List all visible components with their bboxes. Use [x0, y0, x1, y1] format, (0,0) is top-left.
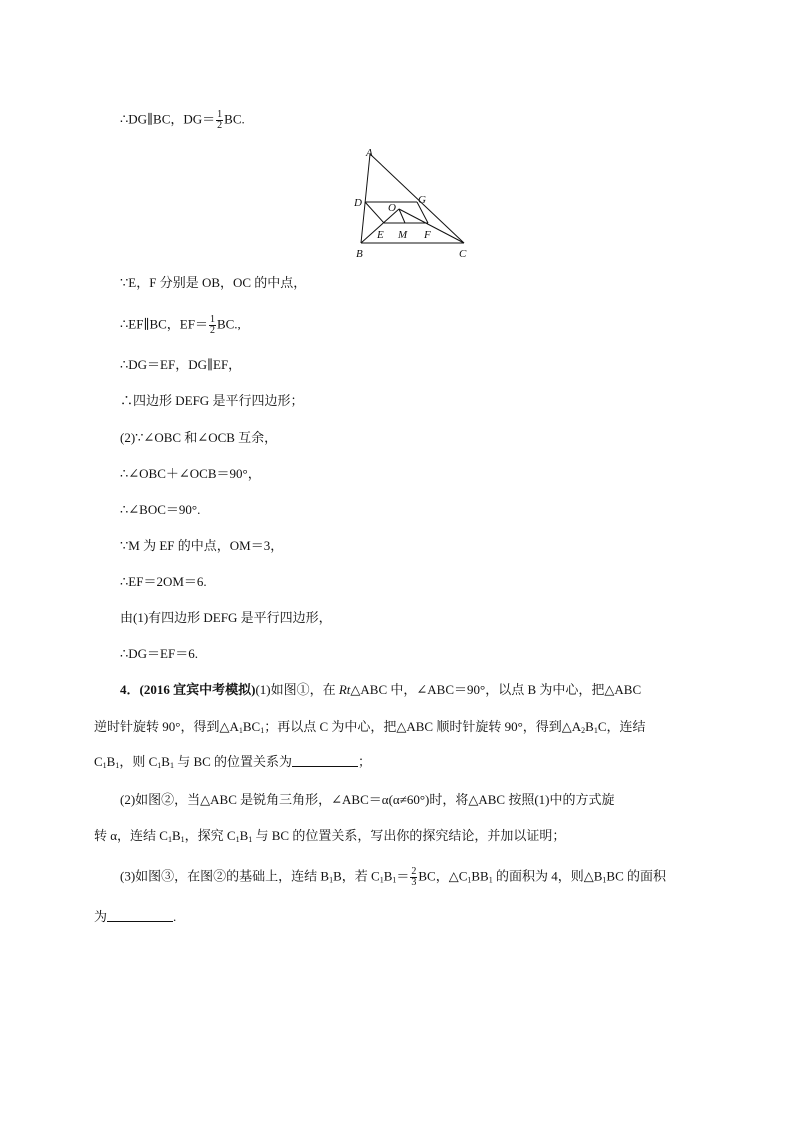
problem-4-line-3 [94, 754, 371, 774]
text: ，探究 C [184, 828, 236, 843]
subscript: 1 [329, 875, 334, 885]
label-b: B [356, 248, 363, 260]
text: B [585, 719, 594, 734]
proof-line-ef-value: ∴EF＝2OM＝6. [120, 574, 207, 589]
segment-de [365, 202, 384, 223]
text: 的面积为 4，则△B [492, 868, 603, 884]
subscript: 1 [467, 875, 472, 885]
subscript: 1 [157, 761, 162, 770]
label-g: G [418, 194, 426, 206]
fraction-two-thirds [410, 867, 417, 888]
text: ∴EF∥BC，EF＝ [120, 316, 208, 332]
denominator: 3 [411, 877, 417, 888]
label-c: C [459, 248, 467, 260]
numerator: 1 [217, 109, 223, 120]
numerator: 1 [209, 314, 215, 325]
triangle-figure [354, 146, 474, 262]
text: C，连结 [597, 719, 646, 734]
segment-ab [361, 154, 370, 243]
proof-line-dg-ef: ∴DG＝EF，DG∥EF， [120, 357, 242, 372]
answer-blank-1 [292, 754, 358, 767]
text-rt: Rt [338, 682, 351, 697]
label-m: M [398, 229, 408, 241]
denominator: 2 [217, 120, 223, 131]
subscript: 1 [169, 761, 174, 770]
label-a: A [366, 147, 373, 159]
subscript: 1 [260, 726, 265, 735]
problem-4-part-2-line-1: (2)如图②，当△ABC 是锐角三角形，∠ABC＝α(α≠60°)时，将△ABC 按照(1)中的方式旋 [120, 792, 615, 807]
text: BC. [224, 111, 245, 127]
text: B [106, 754, 116, 769]
text: B，若 C [333, 868, 380, 884]
fraction-half [209, 315, 216, 336]
subscript: 1 [238, 726, 243, 735]
subscript: 1 [102, 761, 107, 770]
text: BC 的面积 [606, 868, 666, 884]
text: 与 BC 的位置关系，写出你的探究结论，并加以证明； [252, 828, 566, 843]
proof-line-dg-parallel [120, 110, 245, 131]
proof-line-m-midpoint: ∵M 为 EF 的中点，OM＝3， [120, 538, 284, 553]
subscript: 1 [180, 835, 185, 844]
proof-line-angle-sum: ∴∠OBC＋∠OCB＝90°， [120, 466, 261, 481]
label-d: D [354, 197, 362, 209]
problem-number: 4． [120, 682, 140, 697]
proof-line-midpoints: ∵E，F 分别是 OB，OC 的中点， [120, 275, 307, 290]
segment-oc [399, 209, 464, 243]
proof-line-parallelogram: ∴四边形 DEFG 是平行四边形； [120, 393, 304, 408]
text: 转 α，连结 C [94, 828, 168, 843]
text: ； [358, 754, 372, 769]
text: BB [471, 868, 489, 884]
text: B [161, 754, 170, 769]
subscript: 1 [115, 761, 120, 770]
text: 与 BC 的位置关系为 [173, 754, 293, 769]
label-f: F [424, 229, 431, 241]
text: (3)如图③，在图②的基础上，连结 B [120, 868, 330, 884]
subscript: 1 [602, 875, 607, 885]
subscript: 1 [235, 835, 240, 844]
problem-4-part-3-line-1 [120, 867, 666, 888]
problem-4-part-2-line-2 [94, 828, 565, 848]
subscript: 1 [248, 835, 253, 844]
text: ＝ [396, 868, 410, 884]
text: . [173, 909, 177, 924]
subscript: 1 [379, 875, 384, 885]
proof-line-dg-value: ∴DG＝EF＝6. [120, 646, 198, 661]
problem-4-part-3-line-2 [94, 909, 176, 925]
proof-line-from-part1: 由(1)有四边形 DEFG 是平行四边形， [120, 610, 332, 625]
segment-ac [370, 154, 464, 243]
text: B [239, 828, 249, 843]
subscript: 1 [488, 875, 493, 885]
fraction-half [216, 110, 223, 131]
subscript: 1 [593, 726, 598, 735]
problem-4-line-1 [120, 682, 641, 698]
text: 为 [94, 909, 108, 924]
text: ；再以点 C 为中心，把△ABC 顺时针旋转 90°，得到△A [264, 719, 582, 734]
proof-line-complementary: (2)∵∠OBC 和∠OCB 互余， [120, 430, 278, 445]
proof-line-angle-boc: ∴∠BOC＝90°. [120, 502, 201, 517]
label-e: E [377, 229, 384, 241]
subscript: 1 [392, 875, 397, 885]
text: BC [242, 719, 261, 734]
problem-source: (2016 宜宾中考模拟) [139, 682, 256, 697]
text: △ABC 中，∠ABC＝90°，以点 B 为中心，把△ABC [350, 682, 642, 697]
numerator: 2 [411, 866, 417, 877]
text: C [94, 754, 103, 769]
text: BC，△C [418, 868, 468, 884]
text: B [171, 828, 181, 843]
answer-blank-2 [107, 909, 173, 922]
text: BC., [216, 316, 241, 332]
subscript: 2 [581, 726, 586, 735]
text: B [383, 868, 393, 884]
subscript: 1 [167, 835, 172, 844]
text: 逆时针旋转 90°，得到△A [94, 719, 239, 734]
label-o: O [388, 202, 396, 214]
text: ，则 C [119, 754, 158, 769]
text: (1)如图①，在 [255, 682, 339, 697]
denominator: 2 [209, 325, 215, 336]
problem-4-line-2 [94, 719, 646, 739]
proof-line-ef-parallel [120, 315, 241, 336]
text: ∴DG∥BC，DG＝ [120, 111, 216, 127]
